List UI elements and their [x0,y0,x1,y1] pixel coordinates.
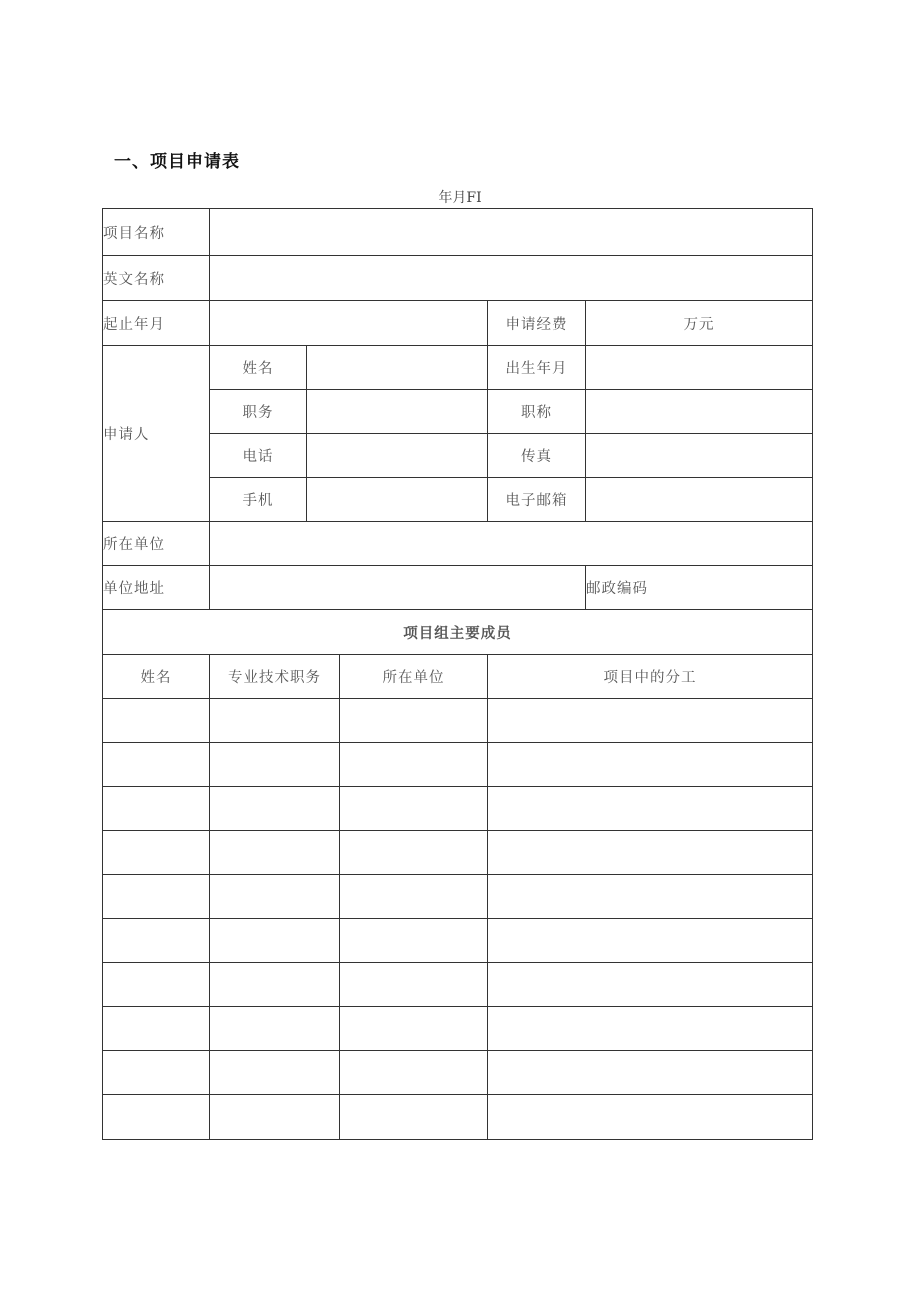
row-project-name [103,209,813,256]
member-role-cell[interactable] [488,919,813,963]
member-name-cell[interactable] [103,743,210,787]
phone-label: 电话 [210,434,307,478]
phone-field[interactable] [307,434,488,478]
duty-label: 职务 [210,390,307,434]
member-row [103,1095,813,1140]
email-label: 电子邮箱 [488,478,586,522]
member-name-cell[interactable] [103,1051,210,1095]
member-name-cell[interactable] [103,919,210,963]
english-name-field[interactable] [210,256,813,301]
funding-unit-field[interactable]: 万元 [586,301,813,346]
member-unit-cell[interactable] [340,831,488,875]
fax-label: 传真 [488,434,586,478]
member-technical-title-cell[interactable] [210,831,340,875]
member-role-cell[interactable] [488,1007,813,1051]
member-unit-cell[interactable] [340,699,488,743]
member-role-cell[interactable] [488,875,813,919]
member-row [103,919,813,963]
member-role-cell[interactable] [488,1095,813,1140]
member-technical-title-cell[interactable] [210,1007,340,1051]
member-rows [103,699,813,1140]
name-field[interactable] [307,346,488,390]
page-title: 一、项目申请表 [114,152,240,172]
member-role-cell[interactable] [488,831,813,875]
row-applicant-mobile [103,478,813,522]
member-unit-cell[interactable] [340,743,488,787]
member-role-cell[interactable] [488,743,813,787]
member-name-cell[interactable] [103,699,210,743]
member-row [103,699,813,743]
member-row [103,963,813,1007]
member-unit-cell[interactable] [340,787,488,831]
member-technical-title-cell[interactable] [210,1095,340,1140]
member-row [103,875,813,919]
member-row [103,1051,813,1095]
funding-label: 申请经费 [488,301,586,346]
member-technical-title-cell[interactable] [210,787,340,831]
row-unit [103,522,813,566]
date-line: 年月FI [438,190,482,206]
members-section-title: 项目组主要成员 [103,610,813,655]
member-technical-title-cell[interactable] [210,699,340,743]
member-role-cell[interactable] [488,699,813,743]
name-label: 姓名 [210,346,307,390]
member-name-cell[interactable] [103,831,210,875]
birth-field[interactable] [586,346,813,390]
member-name-cell[interactable] [103,1095,210,1140]
birth-label: 出生年月 [488,346,586,390]
members-header-row [103,655,813,699]
row-applicant-phone [103,434,813,478]
row-applicant-duty [103,390,813,434]
col-header-technical-title: 专业技术职务 [210,655,340,699]
row-members-title [103,610,813,655]
project-name-label: 项目名称 [103,209,210,256]
row-applicant-name [103,346,813,390]
col-header-role: 项目中的分工 [488,655,813,699]
start-end-label: 起止年月 [103,301,210,346]
member-row [103,831,813,875]
member-technical-title-cell[interactable] [210,919,340,963]
row-start-end [103,301,813,346]
col-header-name: 姓名 [103,655,210,699]
postcode-label: 邮政编码 [586,566,813,610]
unit-label: 所在单位 [103,522,210,566]
member-unit-cell[interactable] [340,963,488,1007]
start-end-field[interactable] [210,301,488,346]
mobile-label: 手机 [210,478,307,522]
member-role-cell[interactable] [488,1051,813,1095]
email-field[interactable] [586,478,813,522]
title-field[interactable] [586,390,813,434]
member-role-cell[interactable] [488,963,813,1007]
member-unit-cell[interactable] [340,919,488,963]
member-technical-title-cell[interactable] [210,743,340,787]
row-unit-address [103,566,813,610]
application-form-table [102,208,813,1140]
member-row [103,1007,813,1051]
member-row [103,743,813,787]
title-label: 职称 [488,390,586,434]
member-name-cell[interactable] [103,787,210,831]
col-header-unit: 所在单位 [340,655,488,699]
member-technical-title-cell[interactable] [210,963,340,1007]
duty-field[interactable] [307,390,488,434]
member-name-cell[interactable] [103,875,210,919]
unit-address-field[interactable] [210,566,586,610]
unit-field[interactable] [210,522,813,566]
applicant-label: 申请人 [103,346,210,522]
member-unit-cell[interactable] [340,1007,488,1051]
member-row [103,787,813,831]
member-name-cell[interactable] [103,963,210,1007]
fax-field[interactable] [586,434,813,478]
english-name-label: 英文名称 [103,256,210,301]
member-unit-cell[interactable] [340,1095,488,1140]
row-english-name [103,256,813,301]
member-unit-cell[interactable] [340,1051,488,1095]
member-technical-title-cell[interactable] [210,1051,340,1095]
member-technical-title-cell[interactable] [210,875,340,919]
unit-address-label: 单位地址 [103,566,210,610]
member-name-cell[interactable] [103,1007,210,1051]
mobile-field[interactable] [307,478,488,522]
project-name-field[interactable] [210,209,813,256]
member-role-cell[interactable] [488,787,813,831]
member-unit-cell[interactable] [340,875,488,919]
